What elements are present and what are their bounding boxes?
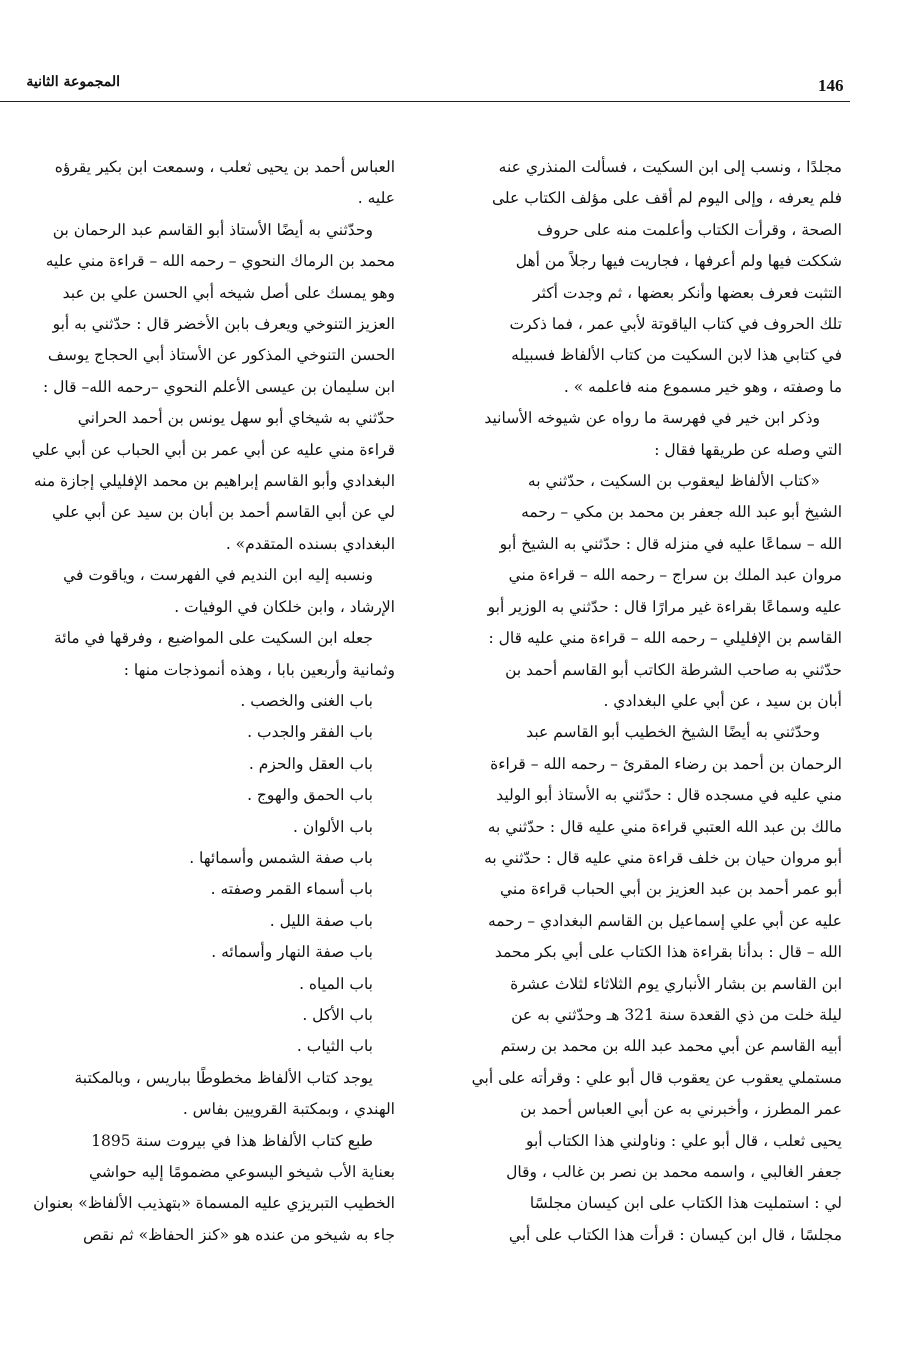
text-line: أبان بن سيد ، عن أبي علي البغدادي . [603,691,842,710]
text-line: يوجد كتاب الألفاظ مخطوطًا بباريس ، وبالمكتبة [74,1068,373,1087]
text-line: جاء به شيخو من عنده هو «كنز الحفاظ» ثم نقص [83,1225,395,1244]
text-line: باب صفة الشمس وأسمائها . [189,848,373,867]
running-title: المجموعة الثانية [26,74,120,90]
text-line: الرحمان بن أحمد بن رضاء المقرئ – رحمه الله – قراءة [490,754,842,773]
text-line: مني عليه في مسجده قال : حدّثني به الأستاذ أبو الوليد [496,786,842,805]
text-line: البغدادي بسنده المتقدم» . [225,534,395,553]
text-line: باب الأكل . [302,1005,373,1024]
text-line: عليه . [357,189,395,208]
text-line: باب صفة النهار وأسمائه . [211,943,373,962]
text-line: ما وصفته ، وهو خير مسموع منه فاعلمه » . [563,377,842,396]
text-line: باب صفة الليل . [269,911,373,930]
text-line: باب العقل والحزم . [248,754,373,773]
text-line: أبو عمر أحمد بن عبد العزيز بن أبي الحباب قراءة مني [500,880,842,899]
text-line: باب المياه . [299,974,373,993]
text-line: باب الحمق والهوج . [247,786,373,805]
text-line: شككت فيها ولم أعرفها ، فجاريت فيها رجلاً من أهل [515,252,842,271]
text-line: الحسن التنوخي المذكور عن الأستاذ أبي الحجاج يوسف [47,346,395,365]
text-line: أبيه القاسم عن أبي محمد عبد الله بن محمد بن رستم [500,1037,842,1056]
text-line: العباس أحمد بن يحيى ثعلب ، وسمعت ابن بكير يقرؤه [54,158,395,176]
text-line: ابن القاسم بن بشار الأنباري يوم الثلاثاء لثلاث عشرة [510,974,842,993]
text-line: فلم يعرفه ، وإلى اليوم لم أقف على مؤلف الكتاب على [492,189,842,208]
text-line: عليه وسماعًا بقراءة غير مرارًا قال : حدّثني به الوزير أبو [487,597,842,616]
text-line: العزيز التنوخي ويعرف بابن الأخضر قال : حدّثني به أبو [52,315,395,334]
text-line: عليه عن أبي علي إسماعيل بن القاسم البغدادي – رحمه [488,911,842,930]
text-line: وحدّثني به أيضًا الشيخ الخطيب أبو القاسم عبد [526,723,820,742]
text-line: لي عن أبي القاسم أحمد بن أبان بن سيد عن أبي علي [52,503,395,522]
text-line: بعناية الأب شيخو اليسوعي مضمومًا إليه حواشي [88,1163,395,1181]
text-line: باب الفقر والجدب . [247,723,373,742]
text-line: تلك الحروف في كتاب الياقوتة لأبي عمر ، فما ذكرت [509,315,842,334]
text-line: «كتاب الألفاظ ليعقوب بن السكيت ، حدّثني به [527,472,820,491]
text-line: ابن سليمان بن عيسى الأعلم النحوي –رحمه الله– قال : [42,377,395,396]
text-line: يحيى ثعلب ، قال أبو علي : وناولني هذا الكتاب أبو [525,1131,842,1150]
text-line: البغدادي وأبو القاسم إبراهيم بن محمد الإفليلي إجازة منه [33,472,395,491]
text-line: التي وصله عن طريقها فقال : [654,440,842,459]
text-line: الله – سماعًا عليه في منزله قال : حدّثني به الشيخ أبو [499,534,842,553]
page-number: 146 [818,76,844,95]
text-line: الصحة ، وقرأت الكتاب وأعلمت منه على حروف [537,220,842,239]
text-line: وهو يمسك على أصل شيخه أبي الحسن علي بن عبد [62,283,395,302]
text-line: لي : استمليت هذا الكتاب على ابن كيسان مجلسًا [529,1194,842,1213]
text-line: قراءة مني عليه عن أبي عمر بن أبي الحباب عن أبي علي [31,440,395,459]
text-line: التثبت فعرف بعضها وأنكر بعضها ، ثم وجدت أكثر [533,283,842,302]
right-text-column [440,152,842,1364]
text-line: ونسبه إليه ابن النديم في الفهرست ، وياقوت في [63,566,373,585]
text-line: في كتابي هذا لابن السكيت من كتاب الألفاظ فسبيله [511,346,842,365]
text-line: جعله ابن السكيت على المواضيع ، وفرقها في مائة [53,629,373,648]
text-line: الهندي ، وبمكتبة القرويين بفاس . [182,1100,395,1119]
text-line: محمد بن الرماك النحوي – رحمه الله – قراءة مني عليه [45,252,395,271]
text-line: حدّثني به شيخاي أبو سهل يونس بن أحمد الحراني [77,409,395,428]
text-line: باب الغنى والخصب . [240,691,373,710]
text-line: أبو مروان حيان بن خلف قراءة مني عليه قال : حدّثني به [484,848,842,867]
text-line: وحدّثني به أيضًا الأستاذ أبو القاسم عبد الرحمان بن [52,220,373,239]
text-line: مستملي يعقوب عن يعقوب قال أبو علي : وقرأته على أبي [471,1068,842,1087]
text-line: وثمانية وأربعين بابا ، وهذه أنموذجات منها : [123,660,395,679]
text-line: الإرشاد ، وابن خلكان في الوفيات . [174,597,395,616]
text-line: جعفر الغالبي ، واسمه محمد بن نصر بن غالب ، وقال [506,1163,842,1181]
text-line: الله – قال : بدأنا بقراءة هذا الكتاب على أبي بكر محمد [494,943,842,962]
text-line: الخطيب التبريزي عليه المسماة «بتهذيب الألفاظ» بعنوان [33,1194,395,1213]
text-line: وذكر ابن خير في فهرسة ما رواه عن شيوخه الأسانيد [484,409,820,428]
text-line: مروان عبد الملك بن سراج – رحمه الله – قراءة مني [508,566,842,585]
text-line: مجلدًا ، ونسب إلى ابن السكيت ، فسألت المنذري عنه [498,158,842,176]
text-line: مجلسًا ، قال ابن كيسان : قرأت هذا الكتاب على أبي [508,1225,842,1244]
text-line: الشيخ أبو عبد الله جعفر بن محمد بن مكي – رحمه [521,503,842,522]
text-line: حدّثني به صاحب الشرطة الكاتب أبو القاسم أحمد بن [505,660,842,679]
text-line: ليلة خلت من ذي القعدة سنة 321 هـ وحدّثني به عن [511,1005,842,1024]
header-rule [0,101,850,102]
page-header [0,0,921,110]
text-line: باب الألوان . [293,817,373,836]
text-line: عمر المطرز ، وأخبرني به عن أبي العباس أحمد بن [520,1100,842,1119]
text-line: باب الثياب . [296,1037,373,1056]
text-line: القاسم بن الإفليلي – رحمه الله – قراءة مني عليه قال : [488,629,842,648]
left-text-column [0,152,395,1364]
text-line: مالك بن عبد الله العتبي قراءة مني عليه قال : حدّثني به [487,817,842,836]
text-line: طبع كتاب الألفاظ هذا في بيروت سنة 1895 [91,1131,373,1150]
text-line: باب أسماء القمر وصفته . [210,880,373,899]
